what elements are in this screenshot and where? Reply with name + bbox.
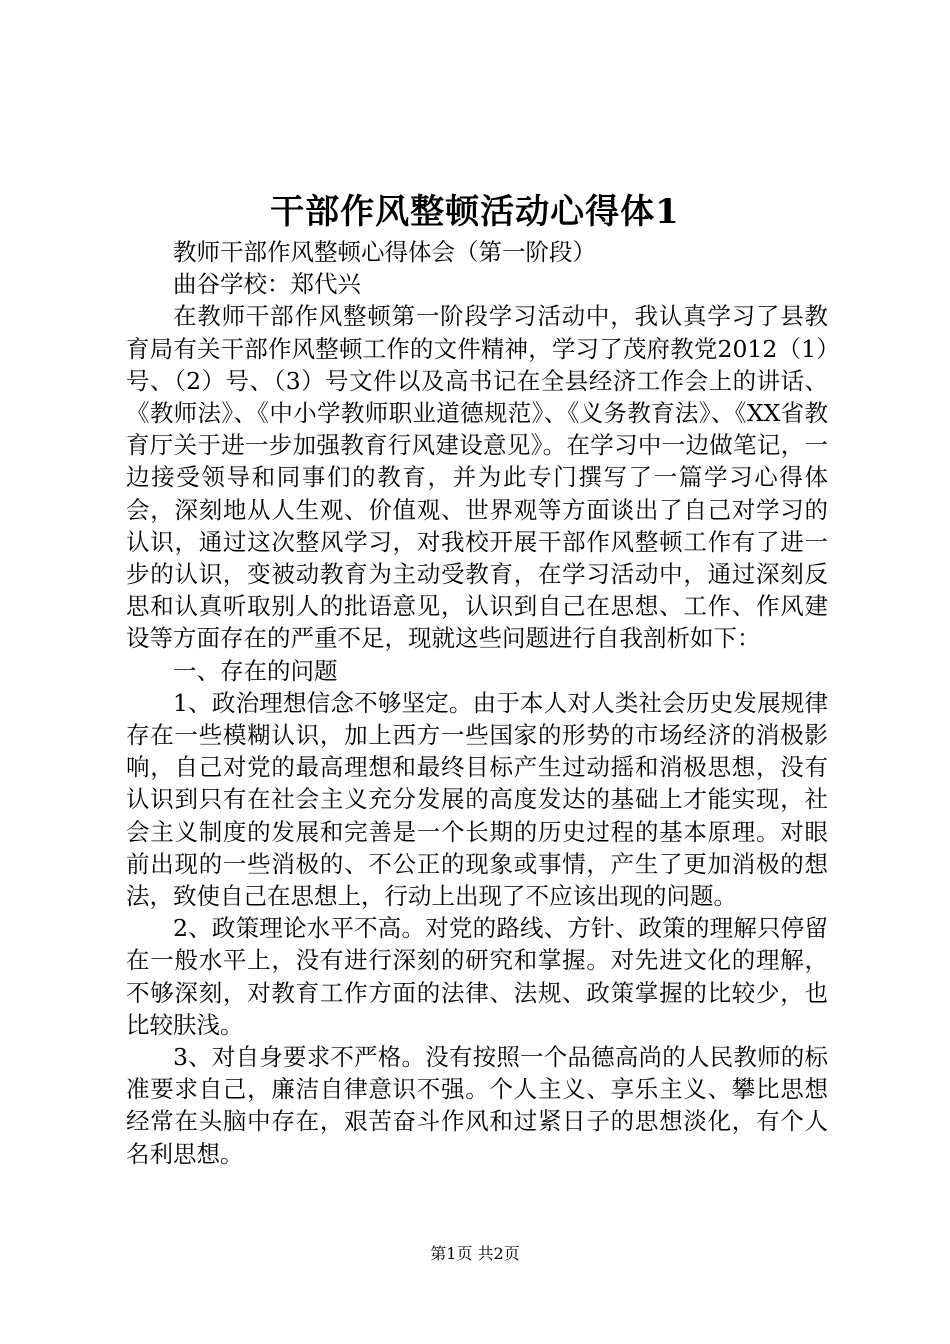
page-number-footer: 第1页 共2页 (430, 1244, 520, 1263)
document-title: 干部作风整顿活动心得体1 (270, 192, 680, 232)
section-heading: 一、存在的问题 (173, 656, 338, 685)
paragraph-intro: 在教师干部作风整顿第一阶段学习活动中，我认真学习了县教育局有关干部作风整顿工作的文件精神，学习了茂府教党2012（1）号、（2）号、（3）号文件以及高书记在全县经济工作会上的讲话、《教师法》、《中小学教师职业道德规范》、《义务教育法》、《XX省教育厅关于进一步加强教育行风建设意见》。在学习中一边做笔记，一边接受领导和同事们的教育，并为此专门撰写了一篇学习心得体会，深刻地从人生观、价值观、世界观等方面谈出了自己对学习的认识，通过这次整风学习，对我校开展干部作风整顿工作有了进一步的认识，变被动教育为主动受教育，在学习活动中，通过深刻反思和认真听取别人的批语意见，认识到自己在思想、工作、作风建设等方面存在的严重不足，现就这些问题进行自我剖析如下： (126, 302, 828, 653)
paragraph-subtitle: 教师干部作风整顿心得体会（第一阶段） (173, 238, 596, 266)
paragraph-item-1: 1、政治理想信念不够坚定。由于本人对人类社会历史发展规律存在一些模糊认识，加上西方一些国家的形势的市场经济的消极影响，自己对党的最高理想和最终目标产生过动摇和消极思想，没有认识到只有在社会主义充分发展的高度发达的基础上才能实现，社会主义制度的发展和完善是一个长期的历史过程的基本原理。对眼前出现的一些消极的、不公正的现象或事情，产生了更加消极的想法，致使自己在思想上，行动上出现了不应该出现的问题。 (126, 688, 828, 911)
paragraph-author: 曲谷学校：郑代兴 (173, 270, 361, 299)
paragraph-item-2: 2、政策理论水平不高。对党的路线、方针、政策的理解只停留在一般水平上，没有进行深刻的研究和掌握。对先进文化的理解，不够深刻，对教育工作方面的法律、法规、政策掌握的比较少，也比较肤浅。 (126, 914, 828, 1039)
document-body (126, 236, 828, 1170)
paragraph-item-3: 3、对自身要求不严格。没有按照一个品德高尚的人民教师的标准要求自己，廉洁自律意识不强。个人主义、享乐主义、攀比思想经常在头脑中存在，艰苦奋斗作风和过紧日子的思想淡化，有个人名利思想。 (126, 1043, 828, 1168)
